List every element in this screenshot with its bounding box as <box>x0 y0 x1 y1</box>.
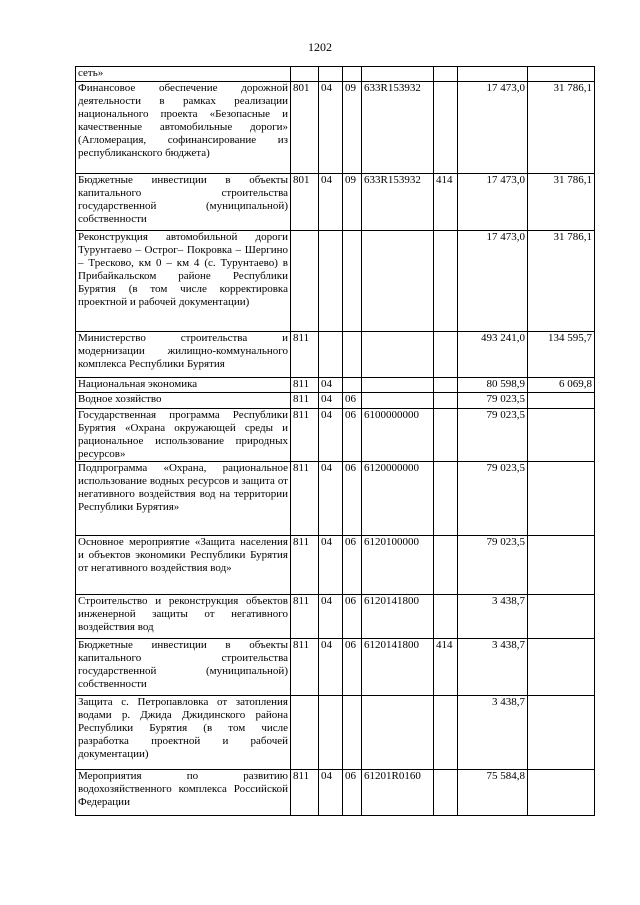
row-description: Реконструкция автомобильной дороги Турунтаево – Острог– Покровка – Шергино – Тресково, км 0 – км 4 (с. Турунтаево) в Прибайкальском районе Республики Бурятия (в том числе корректировка проектной и рабочей документации) <box>76 231 291 332</box>
table-row <box>76 332 595 378</box>
cell-sum-2 <box>528 536 595 595</box>
cell-vr <box>434 378 458 393</box>
cell-sum-2 <box>528 409 595 462</box>
cell-vr <box>434 536 458 595</box>
cell-csr: 6120141800 <box>362 595 434 639</box>
table-row <box>76 595 595 639</box>
row-description: Государственная программа Республики Бурятия «Охрана окружающей среды и рациональное использование природных ресурсов» <box>76 409 291 462</box>
cell-ved: 811 <box>291 770 319 816</box>
cell-sum-1: 80 598,9 <box>458 378 528 393</box>
cell-sum-2 <box>528 67 595 82</box>
cell-csr: 6120100000 <box>362 536 434 595</box>
cell-sum-1: 75 584,8 <box>458 770 528 816</box>
cell-pr: 06 <box>343 393 362 409</box>
cell-csr: 633R153932 <box>362 82 434 174</box>
cell-pr: 06 <box>343 462 362 536</box>
table-row <box>76 231 595 332</box>
row-description: Министерство строительства и модернизации жилищно-коммунального комплекса Республики Бурятия <box>76 332 291 378</box>
cell-rz: 04 <box>319 770 343 816</box>
row-description: Национальная экономика <box>76 378 291 393</box>
cell-sum-2: 6 069,8 <box>528 378 595 393</box>
cell-sum-2 <box>528 462 595 536</box>
row-description: Строительство и реконструкция объектов инженерной защиты от негативного воздействия вод <box>76 595 291 639</box>
cell-pr <box>343 231 362 332</box>
cell-vr <box>434 462 458 536</box>
cell-pr: 09 <box>343 82 362 174</box>
cell-sum-1: 3 438,7 <box>458 696 528 770</box>
cell-ved: 811 <box>291 462 319 536</box>
cell-csr <box>362 332 434 378</box>
cell-ved: 801 <box>291 82 319 174</box>
cell-ved: 811 <box>291 595 319 639</box>
cell-rz: 04 <box>319 462 343 536</box>
row-description: Финансовое обеспечение дорожной деятельности в рамках реализации национального проекта «Безопасные и качественные автомобильные дороги» (Агломерация, софинансирование из республиканского бюджета) <box>76 82 291 174</box>
cell-ved: 811 <box>291 393 319 409</box>
cell-pr <box>343 696 362 770</box>
cell-sum-2 <box>528 696 595 770</box>
cell-sum-1: 79 023,5 <box>458 536 528 595</box>
cell-pr <box>343 378 362 393</box>
cell-ved: 811 <box>291 536 319 595</box>
cell-rz: 04 <box>319 378 343 393</box>
cell-pr: 06 <box>343 639 362 696</box>
cell-sum-1: 79 023,5 <box>458 462 528 536</box>
row-description: Бюджетные инвестиции в объекты капитального строительства государственной (муниципальной) собственности <box>76 639 291 696</box>
cell-csr: 6120000000 <box>362 462 434 536</box>
cell-csr <box>362 67 434 82</box>
cell-sum-2 <box>528 595 595 639</box>
cell-sum-2 <box>528 639 595 696</box>
cell-vr: 414 <box>434 639 458 696</box>
cell-rz: 04 <box>319 595 343 639</box>
cell-vr: 414 <box>434 174 458 231</box>
budget-table <box>75 66 595 816</box>
cell-sum-2: 31 786,1 <box>528 174 595 231</box>
cell-rz: 04 <box>319 174 343 231</box>
cell-rz: 04 <box>319 82 343 174</box>
row-description: Подпрограмма «Охрана, рациональное использование водных ресурсов и защита от негативного воздействия вод на территории Республики Бурятия» <box>76 462 291 536</box>
table-row <box>76 639 595 696</box>
cell-vr <box>434 67 458 82</box>
cell-rz <box>319 332 343 378</box>
table-row <box>76 462 595 536</box>
cell-sum-1: 3 438,7 <box>458 595 528 639</box>
page-number: 1202 <box>308 40 332 54</box>
cell-rz: 04 <box>319 536 343 595</box>
cell-rz <box>319 231 343 332</box>
cell-vr <box>434 409 458 462</box>
cell-rz: 04 <box>319 409 343 462</box>
cell-pr: 06 <box>343 536 362 595</box>
cell-csr <box>362 696 434 770</box>
table-row <box>76 409 595 462</box>
cell-ved <box>291 67 319 82</box>
cell-sum-1: 79 023,5 <box>458 409 528 462</box>
cell-csr: 6100000000 <box>362 409 434 462</box>
cell-ved <box>291 696 319 770</box>
cell-sum-2: 31 786,1 <box>528 82 595 174</box>
cell-rz <box>319 67 343 82</box>
cell-ved: 811 <box>291 409 319 462</box>
cell-ved: 801 <box>291 174 319 231</box>
table-row <box>76 67 595 82</box>
cell-ved: 811 <box>291 639 319 696</box>
cell-sum-1 <box>458 67 528 82</box>
cell-vr <box>434 595 458 639</box>
cell-csr <box>362 378 434 393</box>
cell-ved: 811 <box>291 378 319 393</box>
cell-csr: 633R153932 <box>362 174 434 231</box>
row-description: Основное мероприятие «Защита населения и объектов экономики Республики Бурятия от негативного воздействия вод» <box>76 536 291 595</box>
cell-vr <box>434 696 458 770</box>
cell-sum-1: 17 473,0 <box>458 174 528 231</box>
cell-csr: 61201R0160 <box>362 770 434 816</box>
cell-sum-1: 493 241,0 <box>458 332 528 378</box>
cell-csr <box>362 231 434 332</box>
cell-rz <box>319 696 343 770</box>
row-description: Бюджетные инвестиции в объекты капитального строительства государственной (муниципальной) собственности <box>76 174 291 231</box>
table-row <box>76 696 595 770</box>
cell-ved <box>291 231 319 332</box>
row-description: Водное хозяйство <box>76 393 291 409</box>
cell-vr <box>434 393 458 409</box>
cell-csr: 6120141800 <box>362 639 434 696</box>
cell-pr: 06 <box>343 595 362 639</box>
cell-pr: 06 <box>343 770 362 816</box>
cell-pr <box>343 332 362 378</box>
cell-sum-1: 3 438,7 <box>458 639 528 696</box>
cell-sum-1: 17 473,0 <box>458 82 528 174</box>
row-description: Мероприятия по развитию водохозяйственного комплекса Российской Федерации <box>76 770 291 816</box>
cell-sum-2 <box>528 393 595 409</box>
cell-vr <box>434 82 458 174</box>
cell-sum-2: 134 595,7 <box>528 332 595 378</box>
table-row <box>76 536 595 595</box>
table-row <box>76 770 595 816</box>
cell-sum-2 <box>528 770 595 816</box>
cell-ved: 811 <box>291 332 319 378</box>
cell-vr <box>434 231 458 332</box>
table-row <box>76 174 595 231</box>
cell-vr <box>434 332 458 378</box>
cell-pr <box>343 67 362 82</box>
cell-csr <box>362 393 434 409</box>
cell-rz: 04 <box>319 393 343 409</box>
cell-pr: 06 <box>343 409 362 462</box>
cell-sum-2: 31 786,1 <box>528 231 595 332</box>
table-row <box>76 378 595 393</box>
cell-rz: 04 <box>319 639 343 696</box>
row-description: сеть» <box>76 67 291 82</box>
cell-sum-1: 17 473,0 <box>458 231 528 332</box>
row-description: Защита с. Петропавловка от затопления водами р. Джида Джидинского района Республики Бурятия (в том числе разработка проектной и рабочей документации) <box>76 696 291 770</box>
table-row <box>76 393 595 409</box>
cell-vr <box>434 770 458 816</box>
cell-sum-1: 79 023,5 <box>458 393 528 409</box>
cell-pr: 09 <box>343 174 362 231</box>
table-row <box>76 82 595 174</box>
